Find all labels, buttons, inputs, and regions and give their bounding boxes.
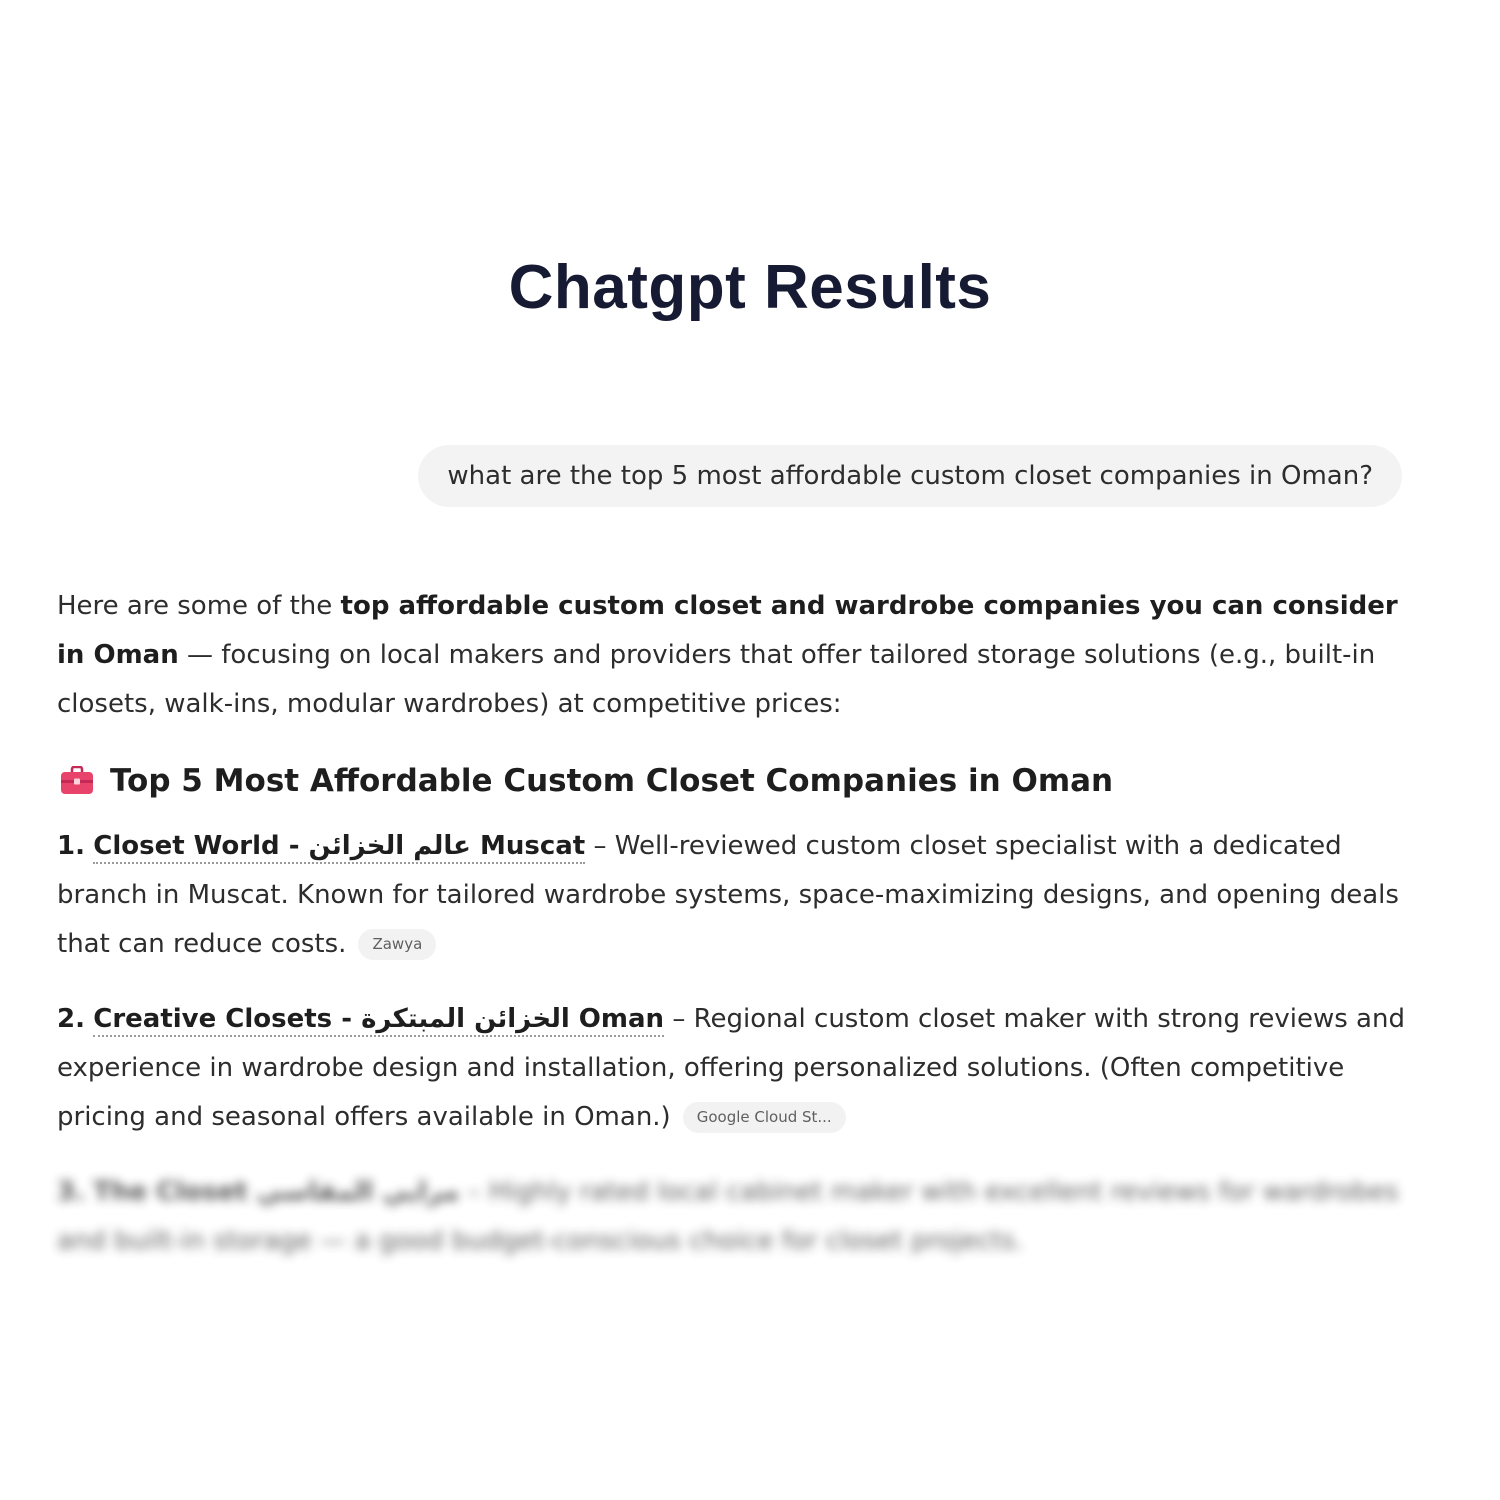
company-item-blurred (57, 1168, 1417, 1266)
assistant-answer (57, 582, 1417, 1266)
section-heading (57, 755, 1417, 807)
company-item (57, 822, 1417, 969)
company-number: 1. (57, 831, 85, 861)
company-number: 2. (57, 1004, 85, 1034)
company-description: – Highly rated local cabinet maker with excellent reviews for wardrobes and built-in storage — a good budget-conscious choice for closet projects. (57, 1177, 1399, 1256)
intro-suffix: — focusing on local makers and providers that offer tailored storage solutions (e.g., built-in closets, walk-ins, modular wardrobes) at competitive prices: (57, 640, 1376, 719)
user-message-text: what are the top 5 most affordable custom closet companies in Oman? (447, 461, 1373, 491)
company-name: The Closet مرايي المقاسي (93, 1177, 460, 1207)
company-description: – Well-reviewed custom closet specialist with a dedicated branch in Muscat. Known for tailored wardrobe systems, space-maximizing designs, and opening deals that can reduce costs. (57, 831, 1399, 959)
page-title: Chatgpt Results (508, 253, 992, 322)
source-citation[interactable]: Zawya (358, 929, 436, 960)
company-link[interactable]: Closet World - عالم الخزائن Muscat (93, 831, 585, 864)
intro-bold: top affordable custom closet and wardrobe companies you can consider in Oman (57, 591, 1398, 670)
toolbox-icon (60, 766, 94, 796)
company-item (57, 995, 1417, 1142)
company-link[interactable]: Creative Closets - الخزائن المبتكرة Oman (93, 1004, 664, 1037)
source-citation[interactable]: Google Cloud St... (683, 1102, 846, 1133)
company-description: – Regional custom closet maker with strong reviews and experience in wardrobe design and installation, offering personalized solutions. (Often competitive pricing and seasonal offers available in Oman.) (57, 1004, 1405, 1132)
section-heading-text: Top 5 Most Affordable Custom Closet Companies in Oman (110, 763, 1114, 799)
company-number: 3. (57, 1177, 85, 1207)
intro-prefix: Here are some of the (57, 591, 341, 621)
user-message-bubble (418, 445, 1402, 507)
answer-intro (57, 582, 1417, 729)
